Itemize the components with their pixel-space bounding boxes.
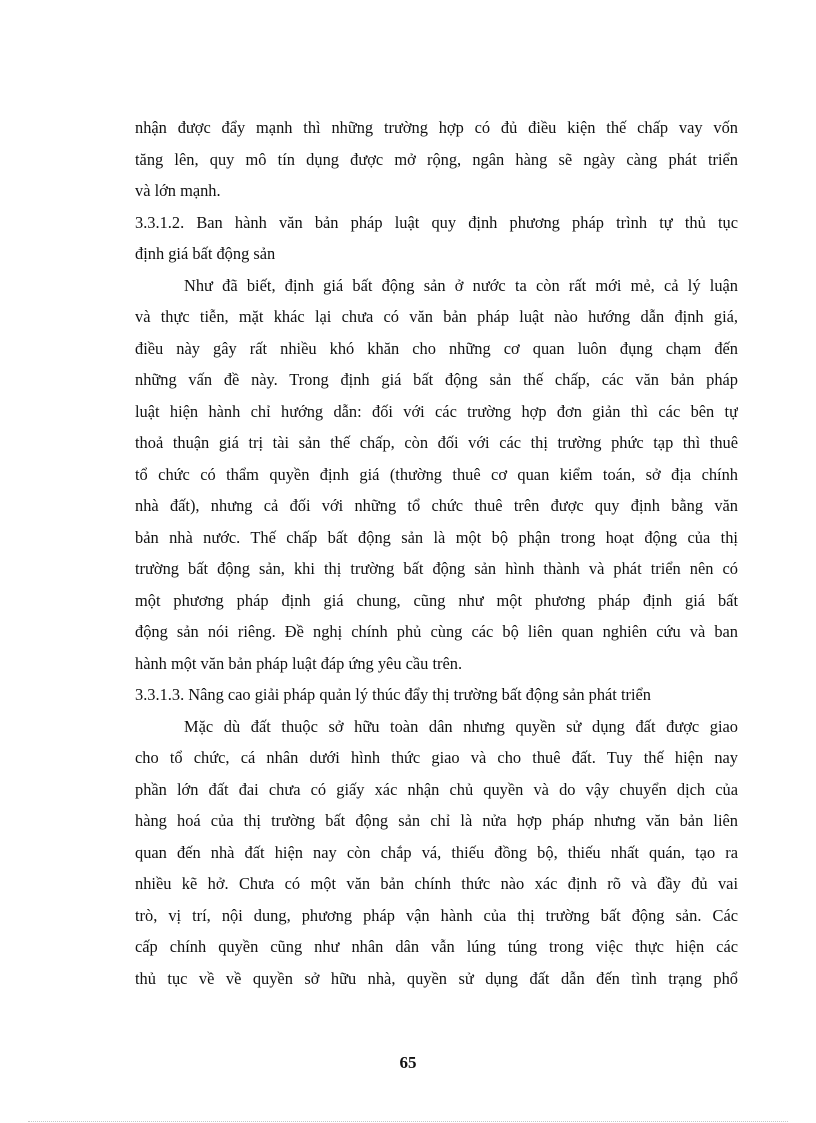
body-text-line: những vấn đề này. Trong định giá bất động sản thế chấp, các văn bản pháp	[135, 370, 738, 389]
body-text-line: cấp chính quyền cũng như nhân dân vẫn lúng túng trong việc thực hiện các	[135, 937, 738, 956]
body-text-line: thoả thuận giá trị tài sản thế chấp, còn đối với các thị trường phức tạp thì thuê	[135, 433, 738, 452]
body-text-line: trường bất động sản, khi thị trường bất động sản hình thành và phát triển nên có	[135, 559, 738, 578]
body-text-line: tăng lên, quy mô tín dụng được mở rộng, ngân hàng sẽ ngày càng phát triển	[135, 150, 738, 169]
body-text-line: và thực tiễn, mặt khác lại chưa có văn bản pháp luật nào hướng dẫn định giá,	[135, 307, 738, 326]
body-text-line: hàng hoá của thị trường bất động sản chỉ là nửa hợp pháp nhưng văn bản liên	[135, 811, 738, 830]
body-text-line: hành một văn bản pháp luật đáp ứng yêu cầu trên.	[135, 654, 463, 673]
section-heading-3-3-1-3: 3.3.1.3. Nâng cao giải pháp quản lý thúc đẩy thị trường bất động sản phát triển	[135, 685, 651, 704]
paragraph-first-line: Mặc dù đất thuộc sở hữu toàn dân nhưng quyền sử dụng đất được giao	[184, 717, 738, 736]
body-text-line: nhiều kẽ hở. Chưa có một văn bản chính thức nào xác định rõ và đầy đủ vai	[135, 874, 738, 893]
section-heading-3-3-1-2: 3.3.1.2. Ban hành văn bản pháp luật quy định phương pháp trình tự thủ tục	[135, 213, 738, 232]
body-text-line: điều này gây rất nhiều khó khăn cho những cơ quan luôn đụng chạm đến	[135, 339, 738, 358]
body-text-line: một phương pháp định giá chung, cũng như một phương pháp định giá bất	[135, 591, 738, 610]
section-heading-3-3-1-2-cont: định giá bất động sản	[135, 244, 276, 263]
body-text-line: bản nhà nước. Thế chấp bất động sản là một bộ phận trong hoạt động của thị	[135, 528, 738, 547]
body-text-line: cho tổ chức, cá nhân dưới hình thức giao và cho thuê đất. Tuy thế hiện nay	[135, 748, 738, 767]
body-text-line: động sản nói riêng. Đề nghị chính phủ cùng các bộ liên quan nghiên cứu và ban	[135, 622, 738, 641]
body-text-line: trò, vị trí, nội dung, phương pháp vận hành của thị trường bất động sản. Các	[135, 906, 738, 925]
page-number: 65	[399, 1053, 417, 1072]
body-text-line: tổ chức có thẩm quyền định giá (thường thuê cơ quan kiểm toán, sở địa chính	[135, 465, 738, 484]
body-text-line: nhà đất), nhưng cả đối với những tổ chức thuê trên được quy định bằng văn	[135, 496, 738, 515]
body-text-line: nhận được đẩy mạnh thì những trường hợp có đủ điều kiện thế chấp vay vốn	[135, 118, 738, 137]
body-text-line: phần lớn đất đai chưa có giấy xác nhận chủ quyền và do vậy chuyển dịch của	[135, 780, 738, 799]
body-text-line: quan đến nhà đất hiện nay còn chắp vá, thiếu đồng bộ, thiếu nhất quán, tạo ra	[135, 843, 738, 862]
paragraph-first-line: Như đã biết, định giá bất động sản ở nước ta còn rất mới mẻ, cả lý luận	[184, 276, 738, 295]
body-text-line: và lớn mạnh.	[135, 181, 221, 200]
body-text-line: luật hiện hành chỉ hướng dẫn: đối với các trường hợp đơn giản thì các bên tự	[135, 402, 738, 421]
footer-divider	[28, 1121, 788, 1122]
body-text-line: thủ tục về về quyền sở hữu nhà, quyền sử dụng đất dẫn đến tình trạng phổ	[135, 969, 738, 988]
